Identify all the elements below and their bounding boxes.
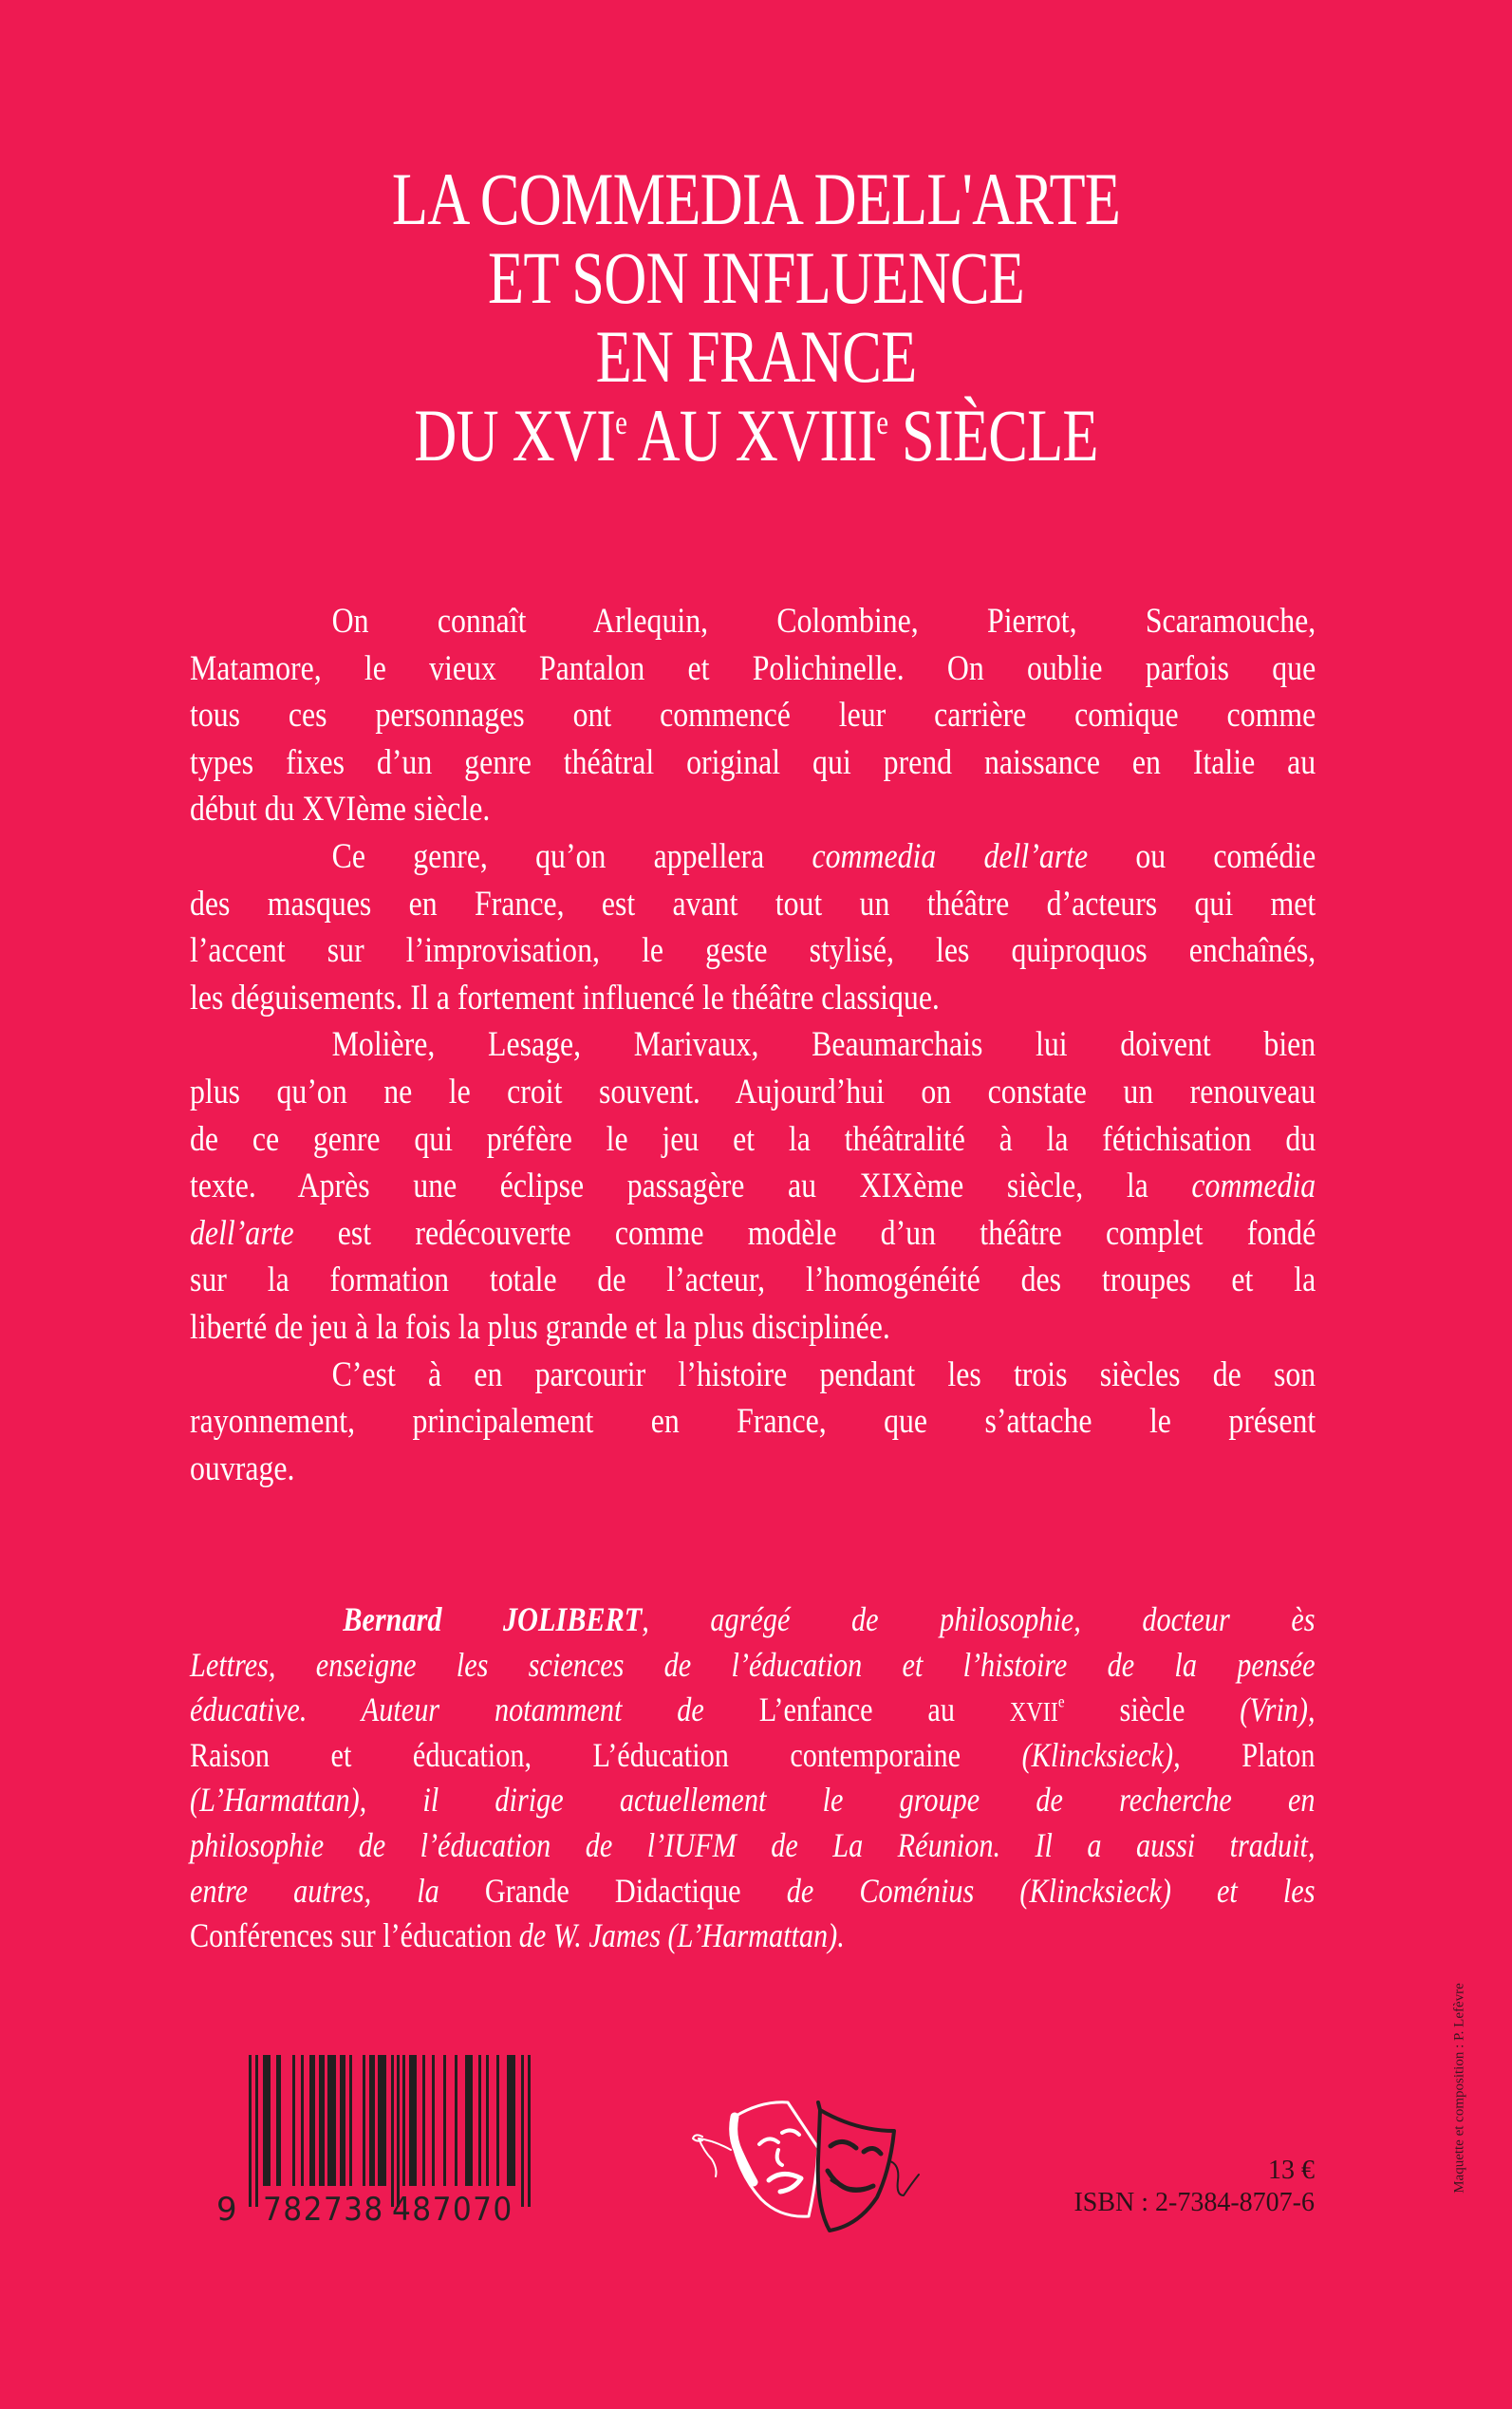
book-title-text: L’enfance au — [758, 1690, 1010, 1729]
theatre-masks-logo-icon — [676, 2093, 923, 2235]
title-text: AU XVIII — [626, 394, 877, 476]
bio-line — [190, 1688, 1316, 1733]
barcode-first-digit: 9 — [216, 2191, 237, 2229]
italic-text: , agrégé de philosophie, docteur ès — [642, 1600, 1316, 1638]
book-title-text: siècle — [1064, 1690, 1241, 1729]
blurb-line: C’est à en parcourir l’histoire pendant les trois siècles de son — [331, 1354, 1316, 1394]
publisher-text: (Vrin), — [1240, 1690, 1316, 1729]
blurb-line — [190, 833, 1316, 881]
title-line-2: ET SON INFLUENCE — [488, 236, 1024, 319]
author-bio — [190, 1597, 1316, 1959]
blurb-line — [190, 1163, 1316, 1210]
title-line-4 — [151, 396, 1360, 475]
blurb-line: sur la formation totale de l’acteur, l’homogénéité des troupes et la — [190, 1261, 1316, 1300]
blurb-line: plus qu’on ne le croit souvent. Aujourd’hui on constate un renouveau — [190, 1072, 1316, 1111]
price: 13 € — [1268, 2156, 1315, 2185]
text: ou comédie — [1088, 836, 1316, 876]
superscript: e — [876, 403, 888, 441]
blurb-line: Molière, Lesage, Marivaux, Beaumarchais lui doivent bien — [331, 1025, 1316, 1065]
italic-text: de Coménius (Klincksieck) et les — [740, 1871, 1316, 1910]
blurb-line: ouvrage. — [190, 1448, 295, 1488]
title-line-1: LA COMMEDIA DELL'ARTE — [391, 158, 1121, 240]
book-title-text: Raison et éducation, L’éducation contemporaine — [190, 1735, 1022, 1774]
text: Ce genre, qu’on appellera — [331, 836, 812, 876]
text: texte. Après une éclipse passagère au XIXème siècle, la — [190, 1167, 1192, 1206]
isbn: ISBN : 2-7384-8707-6 — [1073, 2188, 1315, 2217]
price-isbn-block — [1006, 2155, 1315, 2219]
blurb-line: types fixes d’un genre théâtral original qui prend naissance en Italie au — [190, 742, 1316, 782]
blurb-line: rayonnement, principalement en France, que s’attache le présent — [190, 1402, 1316, 1442]
publisher-text: (L’Harmattan), — [190, 1781, 367, 1820]
bio-line — [190, 1778, 1316, 1823]
author-name: Bernard JOLIBERT — [343, 1600, 643, 1638]
italic-text: commedia dell’arte — [812, 836, 1089, 876]
publisher-text: (Klincksieck), — [1021, 1735, 1181, 1774]
blurb-line: On connaît Arlequin, Colombine, Pierrot, Scaramouche, — [331, 602, 1316, 641]
barcode-bars-icon — [211, 2050, 543, 2212]
blurb-line: tous ces personnages ont commencé leur carrière comique comme — [190, 696, 1316, 736]
title-text: DU XVI — [414, 394, 616, 476]
design-credit: Maquette et composition : P. Lefèvre — [1451, 1983, 1467, 2194]
bio-line — [190, 1733, 1316, 1779]
barcode-left-group: 782738 — [263, 2191, 384, 2229]
blurb-line: Matamore, le vieux Pantalon et Polichinelle. On oublie parfois que — [190, 648, 1316, 688]
title-line-3: EN FRANCE — [595, 315, 917, 398]
italic-text: dell’arte — [190, 1213, 294, 1253]
superscript: e — [615, 403, 627, 441]
superscript: e — [1057, 1691, 1065, 1711]
book-title-text: Conférences sur l’éducation — [190, 1916, 513, 1955]
book-title-text: Platon — [1180, 1735, 1316, 1774]
blurb-line — [190, 1210, 1316, 1258]
text: est redécouverte comme modèle d’un théâtre complet fondé — [293, 1213, 1316, 1253]
small-caps-text: XVII — [1009, 1697, 1058, 1728]
barcode-right-group: 487070 — [392, 2191, 513, 2229]
italic-text: commedia — [1191, 1167, 1316, 1206]
blurb-line: les déguisements. Il a fortement influencé le théâtre classique. — [190, 978, 940, 1018]
bio-line — [190, 1914, 1316, 1959]
blurb-line: début du XVIème siècle. — [190, 790, 491, 830]
bio-line: Lettres, enseigne les sciences de l’éducation et l’histoire de la pensée — [190, 1645, 1316, 1684]
book-title-text: Grande Didactique — [484, 1871, 741, 1910]
isbn-barcode — [211, 2050, 543, 2240]
italic-text: éducative. Auteur notamment de — [190, 1690, 759, 1729]
blurb-line: liberté de jeu à la fois la plus grande et la plus disciplinée. — [190, 1307, 890, 1347]
bio-line — [190, 1597, 1316, 1643]
blurb-line: de ce genre qui préfère le jeu et la théâtralité à la fétichisation du — [190, 1119, 1316, 1159]
italic-text: entre autres, la — [190, 1871, 485, 1910]
blurb-line: l’accent sur l’improvisation, le geste stylisé, les quiproquos enchaînés, — [190, 931, 1316, 971]
bio-line — [190, 1869, 1316, 1914]
italic-text: de W. James (L’Harmattan). — [512, 1916, 845, 1955]
bio-line: philosophie de l’éducation de l’IUFM de La Réunion. Il a aussi traduit, — [190, 1825, 1316, 1864]
barcode-digits — [211, 2191, 543, 2229]
title-text: SIÈCLE — [887, 394, 1098, 476]
blurb — [190, 598, 1316, 1492]
italic-text: il dirige actuellement le groupe de recherche en — [366, 1781, 1316, 1820]
blurb-line: des masques en France, est avant tout un théâtre d’acteurs qui met — [190, 884, 1316, 924]
book-title — [0, 159, 1512, 475]
